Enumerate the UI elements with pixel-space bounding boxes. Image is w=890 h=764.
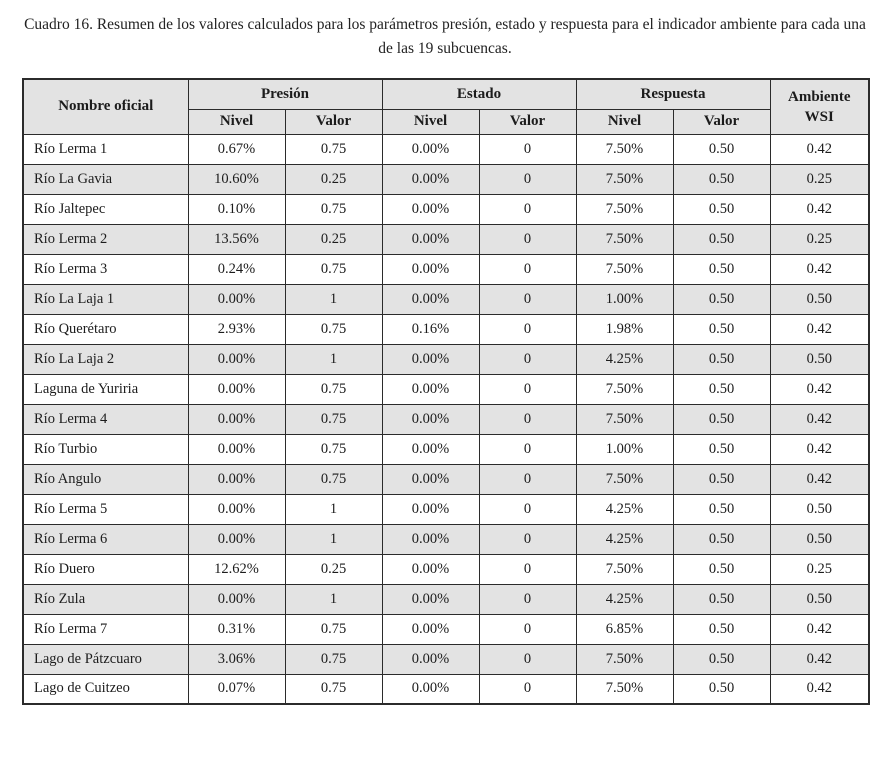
ambiente-wsi-cell: 0.42 (770, 464, 869, 494)
respuesta-valor-cell: 0.50 (673, 644, 770, 674)
respuesta-nivel-cell: 1.98% (576, 314, 673, 344)
estado-valor-cell: 0 (479, 644, 576, 674)
respuesta-nivel-cell: 7.50% (576, 404, 673, 434)
presion-nivel-cell: 2.93% (188, 314, 285, 344)
ambiente-wsi-cell: 0.25 (770, 554, 869, 584)
respuesta-valor-cell: 0.50 (673, 434, 770, 464)
estado-valor-cell: 0 (479, 254, 576, 284)
ambiente-wsi-cell: 0.25 (770, 164, 869, 194)
estado-valor-cell: 0 (479, 494, 576, 524)
presion-valor-cell: 0.75 (285, 254, 382, 284)
respuesta-nivel-cell: 4.25% (576, 524, 673, 554)
subcuenca-name-cell: Río Duero (23, 554, 188, 584)
table-row (23, 644, 869, 674)
estado-valor-cell: 0 (479, 284, 576, 314)
header-ambiente-line2: WSI (804, 108, 834, 125)
presion-valor-cell: 1 (285, 284, 382, 314)
table-row (23, 584, 869, 614)
respuesta-valor-cell: 0.50 (673, 614, 770, 644)
presion-valor-cell: 0.75 (285, 464, 382, 494)
presion-nivel-cell: 3.06% (188, 644, 285, 674)
presion-valor-cell: 1 (285, 584, 382, 614)
presion-valor-cell: 0.75 (285, 674, 382, 704)
subcuenca-name-cell: Río Lerma 2 (23, 224, 188, 254)
ambiente-wsi-cell: 0.25 (770, 224, 869, 254)
estado-valor-cell: 0 (479, 404, 576, 434)
header-respuesta-valor: Valor (673, 109, 770, 134)
presion-nivel-cell: 12.62% (188, 554, 285, 584)
presion-valor-cell: 1 (285, 344, 382, 374)
table-header (23, 79, 869, 134)
summary-table (22, 78, 870, 705)
respuesta-nivel-cell: 7.50% (576, 464, 673, 494)
presion-nivel-cell: 0.07% (188, 674, 285, 704)
respuesta-valor-cell: 0.50 (673, 674, 770, 704)
estado-nivel-cell: 0.00% (382, 554, 479, 584)
respuesta-nivel-cell: 7.50% (576, 224, 673, 254)
respuesta-valor-cell: 0.50 (673, 374, 770, 404)
presion-nivel-cell: 0.00% (188, 374, 285, 404)
estado-nivel-cell: 0.00% (382, 434, 479, 464)
presion-nivel-cell: 0.67% (188, 134, 285, 164)
presion-nivel-cell: 0.00% (188, 434, 285, 464)
presion-nivel-cell: 0.00% (188, 404, 285, 434)
table-row (23, 674, 869, 704)
respuesta-valor-cell: 0.50 (673, 224, 770, 254)
estado-nivel-cell: 0.00% (382, 344, 479, 374)
ambiente-wsi-cell: 0.42 (770, 314, 869, 344)
estado-valor-cell: 0 (479, 584, 576, 614)
subcuenca-name-cell: Río Turbio (23, 434, 188, 464)
ambiente-wsi-cell: 0.50 (770, 524, 869, 554)
presion-valor-cell: 0.75 (285, 134, 382, 164)
estado-nivel-cell: 0.00% (382, 494, 479, 524)
respuesta-nivel-cell: 4.25% (576, 494, 673, 524)
presion-nivel-cell: 0.00% (188, 584, 285, 614)
respuesta-valor-cell: 0.50 (673, 134, 770, 164)
presion-valor-cell: 0.75 (285, 194, 382, 224)
subcuenca-name-cell: Río Lerma 4 (23, 404, 188, 434)
respuesta-nivel-cell: 7.50% (576, 644, 673, 674)
header-group-presion: Presión (188, 79, 382, 109)
header-nombre-oficial: Nombre oficial (23, 79, 188, 134)
header-estado-valor: Valor (479, 109, 576, 134)
respuesta-nivel-cell: 7.50% (576, 164, 673, 194)
ambiente-wsi-cell: 0.50 (770, 284, 869, 314)
header-ambiente-wsi (770, 79, 869, 134)
presion-valor-cell: 0.75 (285, 374, 382, 404)
ambiente-wsi-cell: 0.42 (770, 134, 869, 164)
estado-nivel-cell: 0.00% (382, 284, 479, 314)
estado-nivel-cell: 0.00% (382, 464, 479, 494)
presion-nivel-cell: 13.56% (188, 224, 285, 254)
subcuenca-name-cell: Río Lerma 7 (23, 614, 188, 644)
table-row (23, 254, 869, 284)
table-row (23, 314, 869, 344)
respuesta-valor-cell: 0.50 (673, 164, 770, 194)
table-row (23, 494, 869, 524)
table-row (23, 404, 869, 434)
presion-valor-cell: 0.75 (285, 314, 382, 344)
subcuenca-name-cell: Río Zula (23, 584, 188, 614)
respuesta-valor-cell: 0.50 (673, 254, 770, 284)
subcuenca-name-cell: Río La Laja 1 (23, 284, 188, 314)
respuesta-nivel-cell: 1.00% (576, 434, 673, 464)
estado-nivel-cell: 0.00% (382, 644, 479, 674)
presion-nivel-cell: 10.60% (188, 164, 285, 194)
estado-nivel-cell: 0.00% (382, 254, 479, 284)
ambiente-wsi-cell: 0.42 (770, 254, 869, 284)
respuesta-nivel-cell: 7.50% (576, 674, 673, 704)
estado-valor-cell: 0 (479, 614, 576, 644)
subcuenca-name-cell: Río La Gavia (23, 164, 188, 194)
subcuenca-name-cell: Río La Laja 2 (23, 344, 188, 374)
table-row (23, 524, 869, 554)
subcuenca-name-cell: Río Lerma 6 (23, 524, 188, 554)
estado-valor-cell: 0 (479, 524, 576, 554)
presion-valor-cell: 0.75 (285, 614, 382, 644)
subcuenca-name-cell: Río Lerma 3 (23, 254, 188, 284)
presion-valor-cell: 0.75 (285, 404, 382, 434)
presion-valor-cell: 0.75 (285, 644, 382, 674)
table-row (23, 374, 869, 404)
estado-nivel-cell: 0.00% (382, 524, 479, 554)
respuesta-nivel-cell: 7.50% (576, 194, 673, 224)
header-presion-valor: Valor (285, 109, 382, 134)
table-row (23, 464, 869, 494)
presion-nivel-cell: 0.10% (188, 194, 285, 224)
respuesta-valor-cell: 0.50 (673, 344, 770, 374)
respuesta-nivel-cell: 4.25% (576, 584, 673, 614)
respuesta-valor-cell: 0.50 (673, 584, 770, 614)
presion-valor-cell: 0.25 (285, 164, 382, 194)
presion-nivel-cell: 0.00% (188, 284, 285, 314)
respuesta-valor-cell: 0.50 (673, 404, 770, 434)
respuesta-valor-cell: 0.50 (673, 554, 770, 584)
estado-nivel-cell: 0.00% (382, 164, 479, 194)
estado-nivel-cell: 0.00% (382, 614, 479, 644)
estado-nivel-cell: 0.00% (382, 584, 479, 614)
respuesta-nivel-cell: 4.25% (576, 344, 673, 374)
presion-nivel-cell: 0.00% (188, 464, 285, 494)
header-ambiente-line1: Ambiente (788, 88, 851, 105)
header-group-estado: Estado (382, 79, 576, 109)
respuesta-valor-cell: 0.50 (673, 314, 770, 344)
estado-valor-cell: 0 (479, 224, 576, 254)
presion-nivel-cell: 0.00% (188, 524, 285, 554)
estado-valor-cell: 0 (479, 314, 576, 344)
estado-valor-cell: 0 (479, 344, 576, 374)
ambiente-wsi-cell: 0.42 (770, 374, 869, 404)
estado-valor-cell: 0 (479, 374, 576, 404)
ambiente-wsi-cell: 0.50 (770, 494, 869, 524)
header-estado-nivel: Nivel (382, 109, 479, 134)
estado-valor-cell: 0 (479, 554, 576, 584)
presion-valor-cell: 0.25 (285, 224, 382, 254)
subcuenca-name-cell: Río Lerma 1 (23, 134, 188, 164)
table-row (23, 554, 869, 584)
table-body (23, 134, 869, 704)
estado-nivel-cell: 0.00% (382, 224, 479, 254)
respuesta-valor-cell: 0.50 (673, 194, 770, 224)
respuesta-valor-cell: 0.50 (673, 524, 770, 554)
presion-nivel-cell: 0.00% (188, 494, 285, 524)
respuesta-nivel-cell: 7.50% (576, 374, 673, 404)
ambiente-wsi-cell: 0.42 (770, 614, 869, 644)
estado-nivel-cell: 0.00% (382, 674, 479, 704)
ambiente-wsi-cell: 0.42 (770, 194, 869, 224)
ambiente-wsi-cell: 0.50 (770, 584, 869, 614)
estado-valor-cell: 0 (479, 434, 576, 464)
ambiente-wsi-cell: 0.42 (770, 404, 869, 434)
estado-valor-cell: 0 (479, 674, 576, 704)
header-group-respuesta: Respuesta (576, 79, 770, 109)
subcuenca-name-cell: Río Jaltepec (23, 194, 188, 224)
respuesta-valor-cell: 0.50 (673, 464, 770, 494)
table-row (23, 344, 869, 374)
presion-nivel-cell: 0.31% (188, 614, 285, 644)
ambiente-wsi-cell: 0.50 (770, 344, 869, 374)
respuesta-valor-cell: 0.50 (673, 494, 770, 524)
subcuenca-name-cell: Río Lerma 5 (23, 494, 188, 524)
subcuenca-name-cell: Laguna de Yuriria (23, 374, 188, 404)
presion-valor-cell: 1 (285, 524, 382, 554)
presion-valor-cell: 1 (285, 494, 382, 524)
respuesta-nivel-cell: 7.50% (576, 254, 673, 284)
respuesta-nivel-cell: 7.50% (576, 134, 673, 164)
table-row (23, 134, 869, 164)
table-caption: Cuadro 16. Resumen de los valores calculados para los parámetros presión, estado y respuesta para el indicador ambiente para cada una de las 19 subcuencas. (24, 16, 866, 58)
header-group-row (23, 79, 869, 109)
ambiente-wsi-cell: 0.42 (770, 644, 869, 674)
table-row (23, 224, 869, 254)
header-presion-nivel: Nivel (188, 109, 285, 134)
estado-nivel-cell: 0.00% (382, 374, 479, 404)
subcuenca-name-cell: Río Querétaro (23, 314, 188, 344)
estado-nivel-cell: 0.00% (382, 404, 479, 434)
estado-nivel-cell: 0.00% (382, 134, 479, 164)
estado-valor-cell: 0 (479, 164, 576, 194)
table-row (23, 194, 869, 224)
header-respuesta-nivel: Nivel (576, 109, 673, 134)
subcuenca-name-cell: Lago de Pátzcuaro (23, 644, 188, 674)
estado-nivel-cell: 0.16% (382, 314, 479, 344)
estado-valor-cell: 0 (479, 134, 576, 164)
table-row (23, 434, 869, 464)
table-row (23, 614, 869, 644)
estado-nivel-cell: 0.00% (382, 194, 479, 224)
ambiente-wsi-cell: 0.42 (770, 434, 869, 464)
presion-valor-cell: 0.75 (285, 434, 382, 464)
respuesta-nivel-cell: 7.50% (576, 554, 673, 584)
ambiente-wsi-cell: 0.42 (770, 674, 869, 704)
estado-valor-cell: 0 (479, 194, 576, 224)
subcuenca-name-cell: Lago de Cuitzeo (23, 674, 188, 704)
respuesta-nivel-cell: 6.85% (576, 614, 673, 644)
estado-valor-cell: 0 (479, 464, 576, 494)
presion-nivel-cell: 0.24% (188, 254, 285, 284)
presion-valor-cell: 0.25 (285, 554, 382, 584)
subcuenca-name-cell: Río Angulo (23, 464, 188, 494)
table-row (23, 164, 869, 194)
respuesta-nivel-cell: 1.00% (576, 284, 673, 314)
respuesta-valor-cell: 0.50 (673, 284, 770, 314)
table-row (23, 284, 869, 314)
presion-nivel-cell: 0.00% (188, 344, 285, 374)
